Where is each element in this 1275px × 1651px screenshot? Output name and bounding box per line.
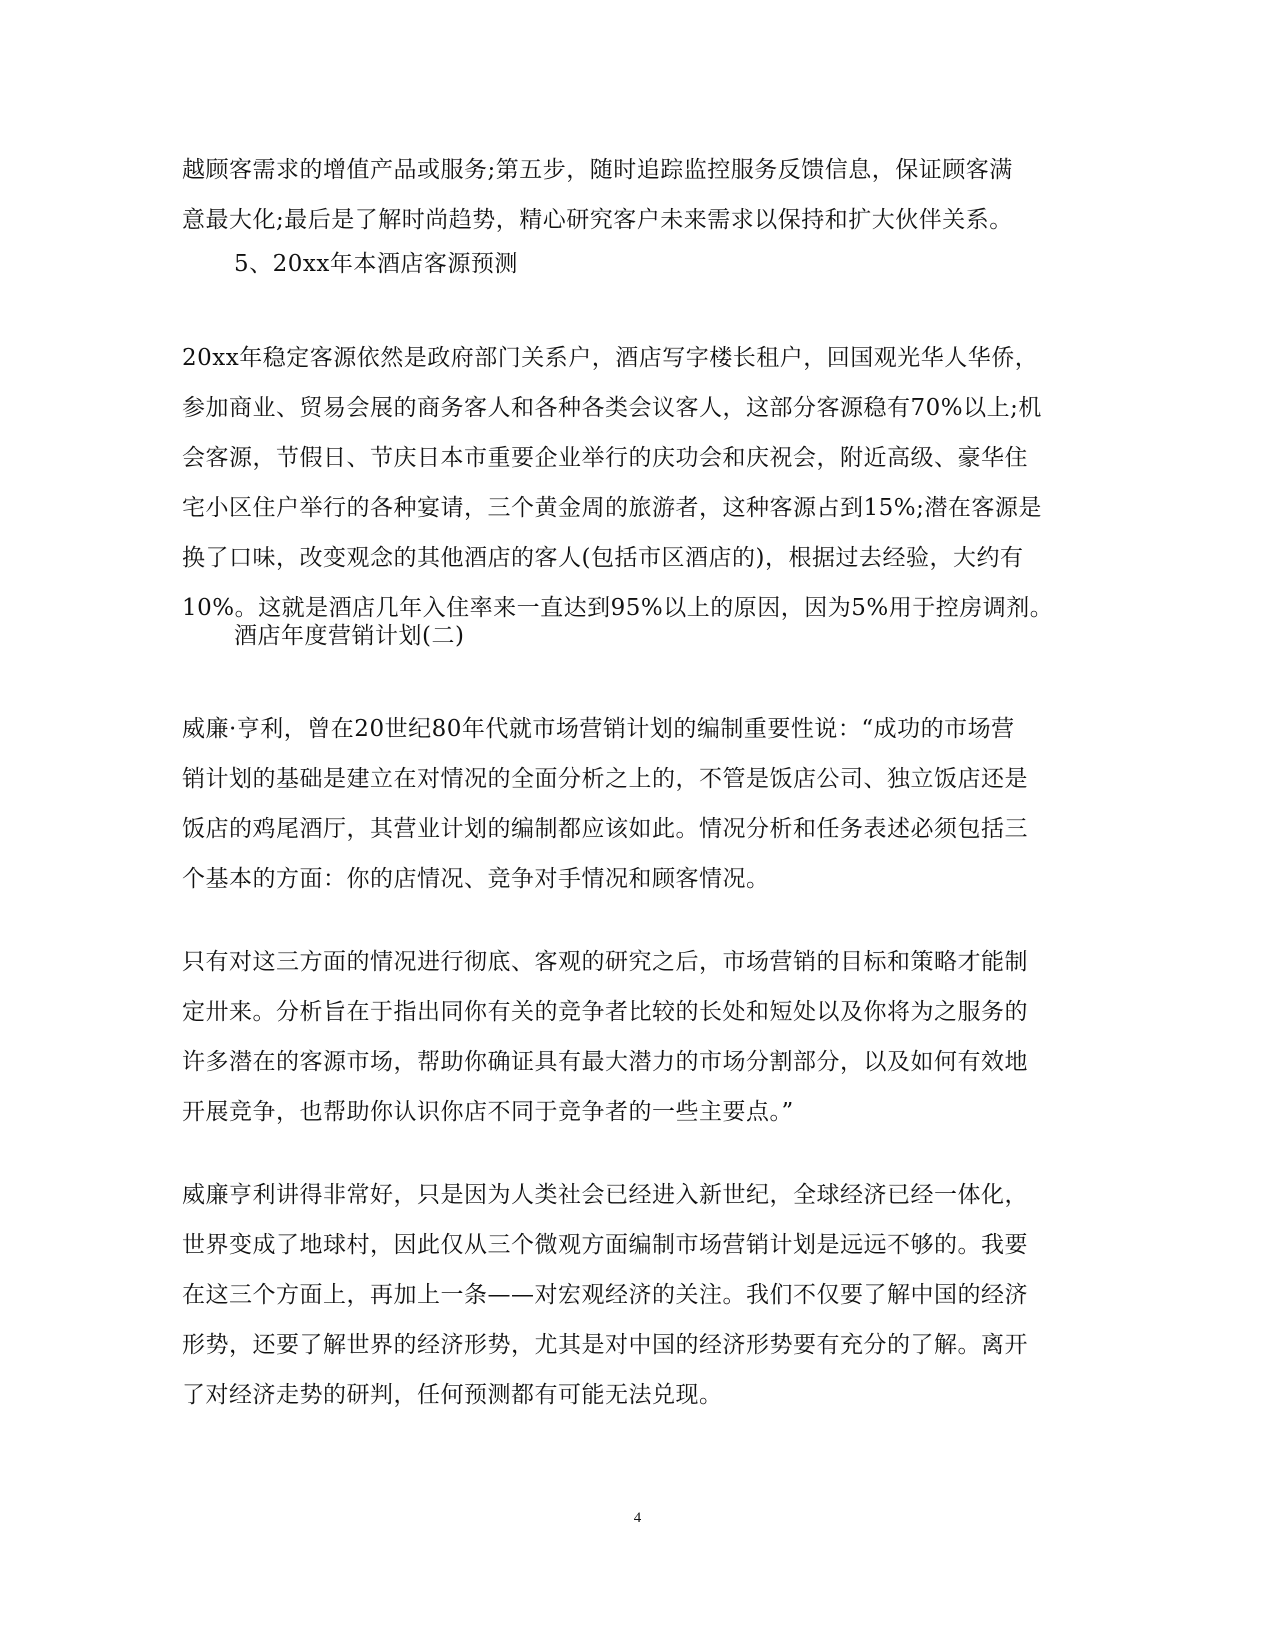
text-line: 世界变成了地球村，因此仅从三个微观方面编制市场营销计划是远远不够的。我要 — [182, 1232, 1028, 1258]
text-line: 在这三个方面上，再加上一条——对宏观经济的关注。我们不仅要了解中国的经济 — [182, 1282, 1028, 1308]
text-line: 威廉·亨利，曾在20世纪80年代就市场营销计划的编制重要性说：“成功的市场营 — [182, 716, 1015, 742]
section-heading-guest-forecast — [182, 239, 1084, 289]
text-line: 20xx年稳定客源依然是政府部门关系户，酒店写字楼长租户，回国观光华人华侨， — [182, 345, 1039, 371]
text-line: 个基本的方面：你的店情况、竞争对手情况和顾客情况。 — [182, 866, 770, 892]
paragraph-customer-service-steps — [182, 145, 1084, 245]
text-line: 定卅来。分析旨在于指出同你有关的竞争者比较的长处和短处以及你将为之服务的 — [182, 999, 1028, 1025]
text-line: 形势，还要了解世界的经济形势，尤其是对中国的经济形势要有充分的了解。离开 — [182, 1332, 1028, 1358]
text-line: 了对经济走势的研判，任何预测都有可能无法兑现。 — [182, 1382, 723, 1408]
text-line: 宅小区住户举行的各种宴请，三个黄金周的旅游者，这种客源占到15%;潜在客源是 — [182, 495, 1042, 521]
paragraph-analysis-purpose — [182, 937, 1084, 1137]
page-number: 4 — [633, 1510, 642, 1526]
text-line: 威廉亨利讲得非常好，只是因为人类社会已经进入新世纪，全球经济已经一体化， — [182, 1182, 1028, 1208]
text-line: 越顾客需求的增值产品或服务;第五步，随时追踪监控服务反馈信息，保证顾客满 — [182, 157, 1013, 183]
paragraph-macro-economy — [182, 1170, 1084, 1420]
text-line: 只有对这三方面的情况进行彻底、客观的研究之后，市场营销的目标和策略才能制 — [182, 949, 1028, 975]
paragraph-guest-sources — [182, 333, 1084, 633]
paragraph-william-henry-quote — [182, 704, 1084, 904]
text-line: 开展竞争，也帮助你认识你店不同于竞争者的一些主要点。” — [182, 1099, 794, 1125]
text-line: 会客源，节假日、节庆日本市重要企业举行的庆功会和庆祝会，附近高级、豪华住 — [182, 445, 1028, 471]
text-line: 10%。这就是酒店几年入住率来一直达到95%以上的原因，因为5%用于控房调剂。 — [182, 595, 1054, 621]
text-line: 参加商业、贸易会展的商务客人和各种各类会议客人，这部分客源稳有70%以上;机 — [182, 395, 1042, 421]
text-line: 饭店的鸡尾酒厅，其营业计划的编制都应该如此。情况分析和任务表述必须包括三 — [182, 816, 1028, 842]
text-line: 许多潜在的客源市场，帮助你确证具有最大潜力的市场分割部分，以及如何有效地 — [182, 1049, 1028, 1075]
section-heading: 酒店年度营销计划(二) — [234, 623, 465, 649]
section-heading: 5、20xx年本酒店客源预测 — [234, 251, 518, 277]
text-line: 换了口味，改变观念的其他酒店的客人(包括市区酒店的)，根据过去经验，大约有 — [182, 545, 1024, 571]
text-line: 销计划的基础是建立在对情况的全面分析之上的，不管是饭店公司、独立饭店还是 — [182, 766, 1028, 792]
section-heading-marketing-plan-2 — [182, 611, 1084, 661]
text-line: 意最大化;最后是了解时尚趋势，精心研究客户未来需求以保持和扩大伙伴关系。 — [182, 207, 1013, 233]
